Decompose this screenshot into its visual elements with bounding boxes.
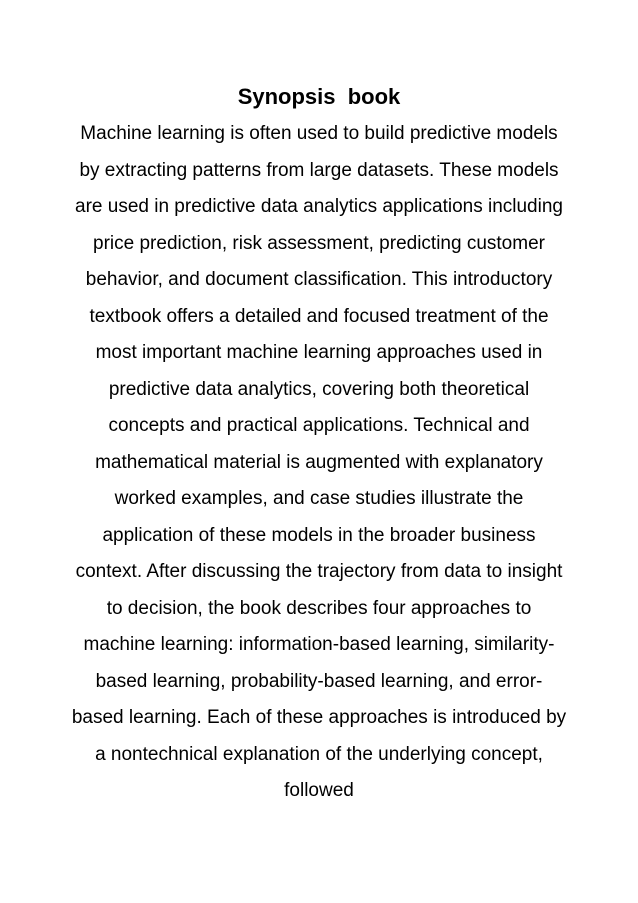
text-line: followed bbox=[284, 780, 354, 801]
text-line: predictive data analytics, covering both theoretical bbox=[108, 378, 530, 400]
synopsis-paragraph bbox=[10, 116, 628, 810]
text-line: based learning, probability-based learning, and error- bbox=[95, 670, 543, 692]
text-line: a nontechnical explanation of the underlying concept, bbox=[95, 743, 543, 765]
text-line: most important machine learning approaches used in bbox=[95, 342, 543, 363]
text-line: by extracting patterns from large datasets. These models bbox=[79, 159, 559, 181]
text-line: worked examples, and case studies illustrate the bbox=[114, 488, 524, 509]
text-line: mathematical material is augmented with explanatory bbox=[95, 451, 543, 473]
text-line: to decision, the book describes four approaches to bbox=[106, 597, 532, 619]
text-line: based learning. Each of these approaches is introduced by bbox=[71, 707, 567, 728]
text-line: application of these models in the broader business bbox=[102, 524, 536, 546]
text-line: Machine learning is often used to build predictive models bbox=[80, 123, 558, 144]
text-line: concepts and practical applications. Technical and bbox=[108, 415, 530, 436]
text-line: are used in predictive data analytics applications including bbox=[75, 196, 563, 217]
text-line: textbook offers a detailed and focused treatment of the bbox=[89, 305, 549, 327]
text-line: behavior, and document classification. This introductory bbox=[85, 269, 553, 290]
text-line: machine learning: information-based learning, similarity- bbox=[83, 634, 555, 655]
text-line: price prediction, risk assessment, predicting customer bbox=[93, 232, 545, 254]
page-title: Synopsis book bbox=[237, 84, 401, 109]
text-line: context. After discussing the trajectory from data to insight bbox=[75, 561, 563, 582]
